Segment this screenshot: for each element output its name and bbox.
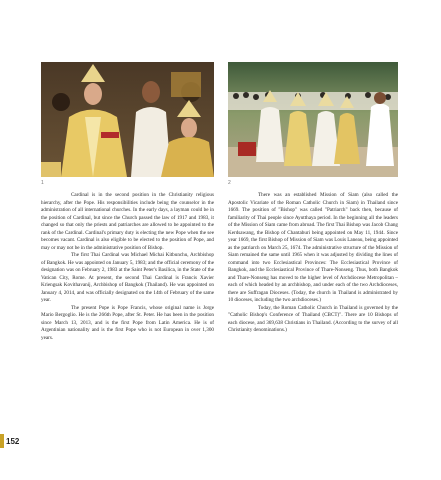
paragraph-pope-francis: The present Pope is Pope Francis, whose original name is Jorge Mario Bergoglio. He is the 266th Pope, after St. Peter. He has been in the position since March 13, 2013, and is the first Pope from Latin America. He is of Argentinian nationality and is the first Pope who is not European in over 1,300 years.	[41, 304, 214, 341]
photo-caption-1: 1	[41, 180, 44, 186]
page-number: 152	[6, 437, 20, 446]
photo-cardinal-ceremony-image	[41, 62, 214, 177]
photo-procession-image	[228, 62, 398, 177]
photo-caption-2: 2	[228, 180, 231, 186]
paragraph-cardinal: Cardinal is in the second position in the Christianity religious hierarchy, after the Pope. His responsibilities include being the counselor in the administration of all international churches. In the early days, a layman could be in the position of Cardinal, but since the Church passed the law of 1917 and 1983, it changed so that only the priests and patriarches are allowed to be appointed to the rank of the Cardinal. Cardinal's primary duty is electing the new Pope when the see becomes vacant. Cardinal is also eligible to be elected to the position of Pope, and may or may not be in the administrative position of Bishop.	[41, 192, 214, 251]
page-number-accent-bar	[0, 434, 4, 448]
right-text-column	[228, 192, 398, 335]
paragraph-church-today: Today, the Roman Catholic Church in Thailand is governed by the "Catholic Bishop's Conference of Thailand (CBCT)". There are 10 Bishops of each diocese, and 369,638 Christians in Thailand. (According to the survey of all Christianity denominations.)	[228, 304, 398, 333]
paragraph-thai-cardinals: The first Thai Cardinal was Michael Michai Kitbunchu, Archbishop of Bangkok. He was appointed on January 5, 1983; and the official ceremony of the designation was on February 2, 1983 at the Saint Peter's Basilica, in the State of the Vatican City, Rome. At present, the second Thai Cardinal is Francis Xavier Kriengsak Kovithavanij, Archbishop of Bangkok (Thailand). He was appointed on January 4, 2014, and was officially designated on the 14th of February of the same year.	[41, 252, 214, 303]
photo-cardinal-ceremony	[41, 62, 214, 177]
left-text-column	[41, 192, 214, 342]
photo-procession	[228, 62, 398, 177]
paragraph-mission-of-siam: There was an established Mission of Siam (also called the Apostolic Vicariate of the Roman Catholic Church in Siam) in Thailand since 1669. The position of "Bishop" was called "Patriarch" back then, because of familiarity of Thai people since Ayutthaya period. In the beginning all the leaders of the Mission of Siam came from abroad. The first Thai Bishop was Jacob Chang Kerdsawang, the Bishop of Chantaburi being appointed on May 11, 1944. Since year 1669, the first Bishop of Mission of Siam was Louis Laneau, being appointed as the patriarch on March 25, 1674. The administrative structure of the Mission of Siam remained the same until 1965 when it was adjusted by dividing the lines of command into two Ecclesiastical Provinces: The Ecclesiastical Province of Bangkok, and the Ecclesiastical Province of Thare-Nonseng. Thus, both Bangkok and Thare-Nonseng has moved to the higher level of Archdiocese Metropolitan – each of which headed by an archbishop, and under each of the two Archdioceses, there are Suffragan Dioceses. (Today, the church in Thailand is administrated by 10 dioceses, including the two archdioceses.)	[228, 192, 398, 303]
